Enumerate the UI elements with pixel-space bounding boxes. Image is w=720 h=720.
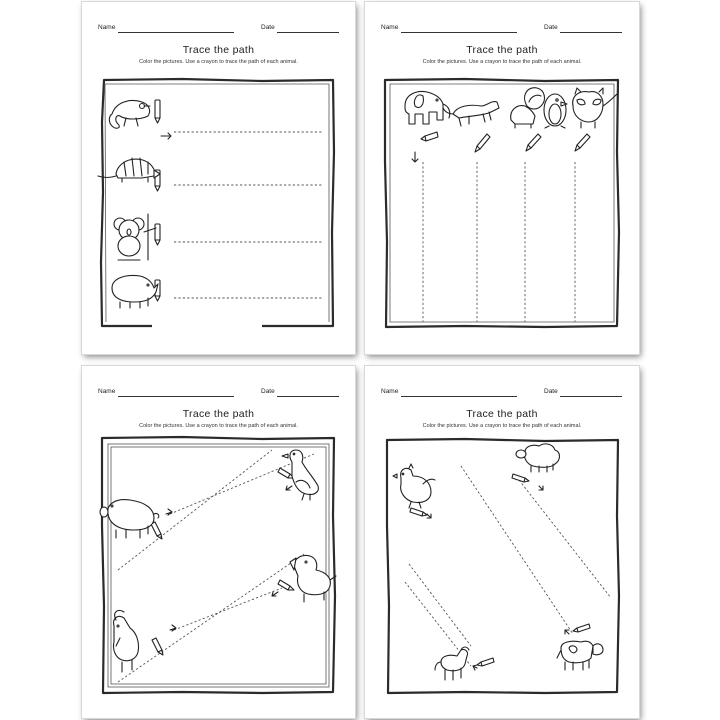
worksheet-instructions: Color the pictures. Use a crayon to trace the path of each animal.	[139, 423, 298, 429]
arrow-icon	[473, 665, 477, 670]
date-label: Date	[261, 388, 275, 395]
crayon-icon	[573, 624, 590, 632]
arrow-icon	[427, 514, 431, 518]
koala-icon	[114, 214, 156, 260]
chameleon-icon	[109, 101, 150, 129]
worksheet-title: Trace the path	[466, 408, 538, 420]
trace-path-4	[519, 480, 611, 598]
name-label: Name	[381, 388, 399, 395]
crayon-icon	[526, 134, 541, 151]
armadillo-icon	[98, 158, 160, 182]
start-arrow-icon	[161, 133, 171, 139]
worksheet-title: Trace the path	[182, 408, 255, 420]
worksheet-title: Trace the path	[182, 44, 255, 56]
date-label: Date	[544, 24, 558, 31]
arrow-icon	[565, 630, 569, 634]
arrow-icon	[170, 625, 176, 631]
hen-icon	[393, 464, 435, 508]
trace-path-2	[461, 466, 573, 634]
worksheet-artwork	[365, 366, 639, 718]
name-label: Name	[98, 388, 116, 395]
start-arrow-icon	[412, 152, 418, 162]
worksheet-horizontal-paths	[82, 2, 355, 354]
raccoon-icon	[573, 88, 617, 128]
rhino-icon	[112, 276, 158, 309]
cow-icon	[557, 641, 603, 670]
date-label: Date	[544, 388, 558, 395]
skunk-icon	[511, 88, 545, 128]
goat-icon	[113, 610, 138, 672]
crayon-icon	[278, 580, 294, 590]
name-label: Name	[381, 24, 399, 31]
worksheet-title: Trace the path	[466, 44, 538, 56]
penguin-icon	[544, 94, 567, 128]
worksheet-artwork	[82, 2, 355, 354]
worksheet-instructions: Color the pictures. Use a crayon to trace the path of each animal.	[422, 59, 582, 65]
horse-icon	[435, 647, 469, 680]
weasel-icon	[443, 102, 499, 126]
date-label: Date	[261, 24, 275, 31]
trace-path-4	[174, 588, 282, 630]
arrow-icon	[272, 592, 278, 596]
crayon-icon	[155, 100, 160, 123]
crayon-icon	[512, 474, 529, 482]
worksheet-diagonal-paths-farm	[365, 366, 639, 718]
pig-icon	[100, 500, 159, 538]
worksheet-artwork	[82, 366, 355, 718]
trace-paths	[174, 132, 322, 298]
sheep-icon	[516, 444, 560, 472]
arrow-icon	[539, 486, 543, 490]
crayon-icon	[152, 638, 163, 655]
trace-path-3	[118, 554, 304, 682]
trace-paths	[423, 162, 575, 322]
worksheet-instructions: Color the pictures. Use a crayon to trace the path of each animal.	[139, 59, 298, 65]
arrow-icon	[166, 509, 172, 515]
trace-path-1	[409, 564, 471, 646]
trace-paths	[118, 450, 314, 682]
crayon-icon	[410, 508, 427, 516]
trace-paths	[405, 466, 611, 666]
worksheet-instructions: Color the pictures. Use a crayon to trace the path of each animal.	[422, 423, 582, 429]
crayon-icon	[155, 224, 160, 245]
name-label: Name	[98, 24, 116, 31]
crayon-icon	[477, 658, 494, 666]
worksheet-artwork	[365, 2, 639, 354]
worksheet-diagonal-paths	[82, 366, 355, 718]
crayon-icon	[575, 134, 590, 151]
arrow-icon	[286, 486, 292, 490]
crayon-icon	[421, 132, 438, 141]
crayon-icon	[475, 134, 490, 152]
worksheet-vertical-paths	[365, 2, 639, 354]
